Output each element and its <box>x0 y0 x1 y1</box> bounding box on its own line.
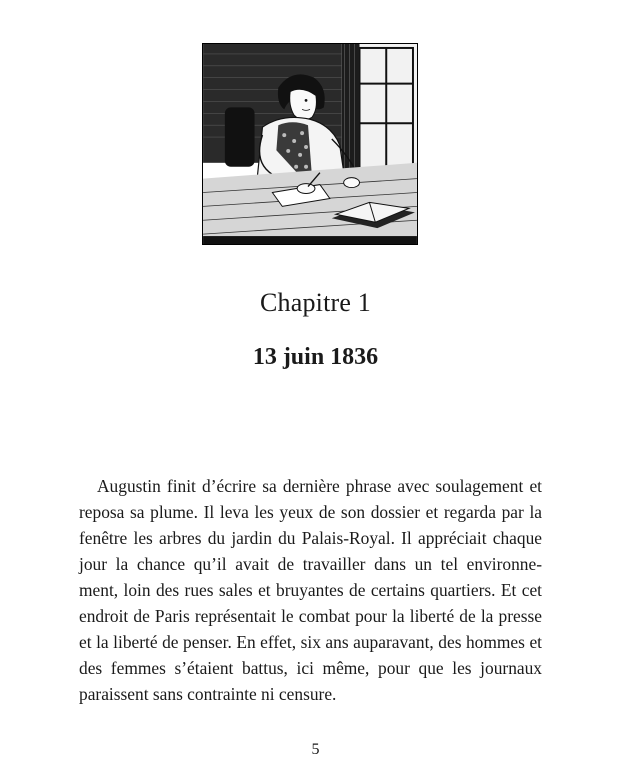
paragraph-line: endroit de Paris représentait le combat pour la liberté de la presse <box>79 606 542 626</box>
page-number: 5 <box>311 741 320 758</box>
paragraph-line: reposa sa plume. Il leva les yeux de son dossier et regarda par la <box>79 502 542 522</box>
paragraph-line: ment, loin des rues sales et bruyantes de certains quartiers. Et cet <box>79 580 542 600</box>
chapter-paragraph <box>79 473 542 707</box>
paragraph-line: des femmes s’étaient battus, ici même, pour que les journaux <box>79 658 542 678</box>
chapter-date: 13 juin 1836 <box>252 344 379 370</box>
paragraph-line: jour la chance qu’il avait de travailler dans un tel environne- <box>79 554 542 574</box>
writer-at-desk-drawing <box>203 44 417 244</box>
paragraph-line: Augustin finit d’écrire sa dernière phrase avec soulagement et <box>97 476 542 496</box>
chapter-illustration <box>202 43 418 245</box>
chapter-label: Chapitre 1 <box>259 288 372 317</box>
paragraph-line: fenêtre les arbres du jardin du Palais-Royal. Il appréciait chaque <box>79 528 542 548</box>
paragraph-line: paraissent sans contrainte ni censure. <box>79 684 337 704</box>
paragraph-line: et la liberté de penser. En effet, six ans auparavant, des hommes et <box>79 632 542 652</box>
